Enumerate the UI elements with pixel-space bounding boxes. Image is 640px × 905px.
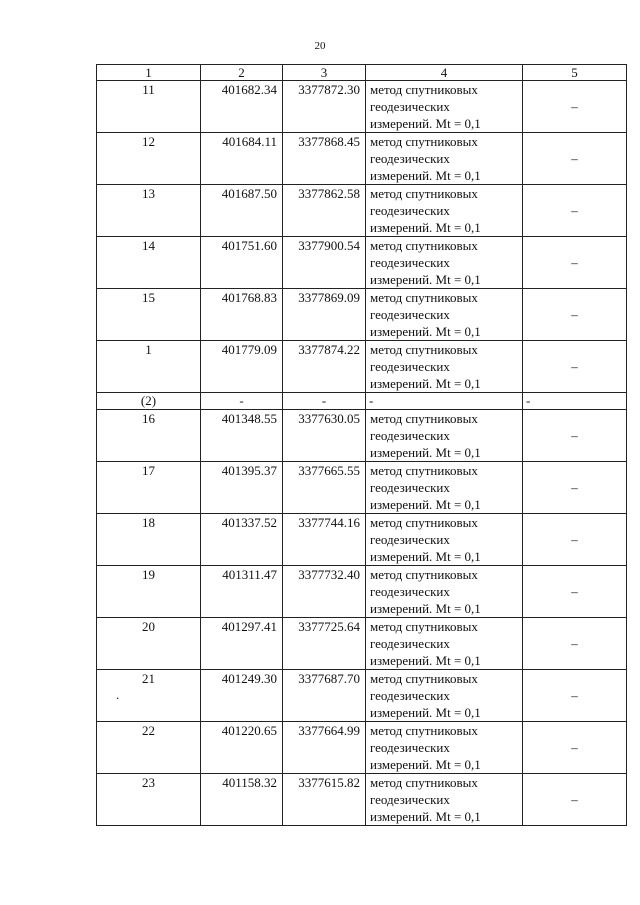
- method-cell: [366, 514, 523, 566]
- note-cell: –: [523, 514, 627, 566]
- method-line: геодезических: [370, 359, 450, 374]
- table-row: [97, 774, 627, 826]
- x-coordinate-cell: 401348.55: [201, 410, 283, 462]
- method-line: измерений. Mt = 0,1: [370, 705, 481, 720]
- x-coordinate-cell: 401684.11: [201, 133, 283, 185]
- method-cell: [366, 185, 523, 237]
- method-cell: [366, 341, 523, 393]
- table-row: [97, 133, 627, 185]
- method-line: измерений. Mt = 0,1: [370, 757, 481, 772]
- break-y-cell: -: [283, 393, 366, 410]
- note-cell: –: [523, 722, 627, 774]
- y-coordinate-cell: 3377868.45: [283, 133, 366, 185]
- method-line: измерений. Mt = 0,1: [370, 168, 481, 183]
- table-row: [97, 341, 627, 393]
- x-coordinate-cell: 401751.60: [201, 237, 283, 289]
- method-cell: [366, 566, 523, 618]
- point-number-cell: 17: [97, 462, 201, 514]
- table-row: [97, 566, 627, 618]
- method-line: метод спутниковых: [370, 775, 478, 790]
- method-cell: [366, 670, 523, 722]
- method-line: геодезических: [370, 480, 450, 495]
- method-line: метод спутниковых: [370, 515, 478, 530]
- point-number-cell: 20: [97, 618, 201, 670]
- method-line: метод спутниковых: [370, 238, 478, 253]
- note-cell: –: [523, 237, 627, 289]
- method-line: измерений. Mt = 0,1: [370, 497, 481, 512]
- table-row: [97, 462, 627, 514]
- method-line: измерений. Mt = 0,1: [370, 376, 481, 391]
- method-line: метод спутниковых: [370, 671, 478, 686]
- y-coordinate-cell: 3377664.99: [283, 722, 366, 774]
- contour-label-cell: (2): [97, 393, 201, 410]
- point-number-cell: 19: [97, 566, 201, 618]
- method-line: измерений. Mt = 0,1: [370, 324, 481, 339]
- method-cell: [366, 462, 523, 514]
- y-coordinate-cell: 3377744.16: [283, 514, 366, 566]
- method-line: геодезических: [370, 255, 450, 270]
- y-coordinate-cell: 3377615.82: [283, 774, 366, 826]
- point-number-cell: 11: [97, 81, 201, 133]
- point-number-cell: 15: [97, 289, 201, 341]
- contour-break-row: [97, 393, 627, 410]
- point-number-cell: 22: [97, 722, 201, 774]
- method-line: измерений. Mt = 0,1: [370, 601, 481, 616]
- x-coordinate-cell: 401158.32: [201, 774, 283, 826]
- x-coordinate-cell: 401297.41: [201, 618, 283, 670]
- table-row: [97, 185, 627, 237]
- y-coordinate-cell: 3377665.55: [283, 462, 366, 514]
- table-row: [97, 670, 627, 722]
- method-cell: [366, 722, 523, 774]
- method-line: геодезических: [370, 532, 450, 547]
- note-cell: –: [523, 410, 627, 462]
- header-col-2: 2: [201, 65, 283, 81]
- method-line: геодезических: [370, 688, 450, 703]
- x-coordinate-cell: 401337.52: [201, 514, 283, 566]
- point-number-cell: 12: [97, 133, 201, 185]
- method-line: метод спутниковых: [370, 619, 478, 634]
- x-coordinate-cell: 401779.09: [201, 341, 283, 393]
- x-coordinate-cell: 401220.65: [201, 722, 283, 774]
- method-cell: [366, 618, 523, 670]
- method-line: измерений. Mt = 0,1: [370, 116, 481, 131]
- method-line: метод спутниковых: [370, 186, 478, 201]
- method-line: метод спутниковых: [370, 411, 478, 426]
- note-cell: –: [523, 774, 627, 826]
- y-coordinate-cell: 3377725.64: [283, 618, 366, 670]
- point-number-cell: 21: [97, 670, 201, 722]
- method-line: измерений. Mt = 0,1: [370, 272, 481, 287]
- point-number-cell: 1: [97, 341, 201, 393]
- method-line: измерений. Mt = 0,1: [370, 220, 481, 235]
- coordinates-table: [96, 64, 627, 826]
- method-line: измерений. Mt = 0,1: [370, 653, 481, 668]
- x-coordinate-cell: 401249.30: [201, 670, 283, 722]
- method-line: геодезических: [370, 151, 450, 166]
- table-row: [97, 722, 627, 774]
- method-line: измерений. Mt = 0,1: [370, 549, 481, 564]
- method-line: измерений. Mt = 0,1: [370, 809, 481, 824]
- method-line: геодезических: [370, 428, 450, 443]
- note-cell: –: [523, 133, 627, 185]
- table-row: [97, 514, 627, 566]
- x-coordinate-cell: 401687.50: [201, 185, 283, 237]
- header-col-3: 3: [283, 65, 366, 81]
- y-coordinate-cell: 3377872.30: [283, 81, 366, 133]
- x-coordinate-cell: 401395.37: [201, 462, 283, 514]
- note-cell: –: [523, 289, 627, 341]
- point-number-cell: 23: [97, 774, 201, 826]
- y-coordinate-cell: 3377687.70: [283, 670, 366, 722]
- note-cell: –: [523, 462, 627, 514]
- point-number-cell: 18: [97, 514, 201, 566]
- note-cell: –: [523, 185, 627, 237]
- note-cell: –: [523, 341, 627, 393]
- table-row: [97, 618, 627, 670]
- header-col-5: 5: [523, 65, 627, 81]
- table-row: [97, 289, 627, 341]
- method-cell: [366, 81, 523, 133]
- method-line: метод спутниковых: [370, 342, 478, 357]
- method-line: метод спутниковых: [370, 723, 478, 738]
- x-coordinate-cell: 401768.83: [201, 289, 283, 341]
- x-coordinate-cell: 401311.47: [201, 566, 283, 618]
- method-line: метод спутниковых: [370, 290, 478, 305]
- method-line: измерений. Mt = 0,1: [370, 445, 481, 460]
- note-cell: –: [523, 81, 627, 133]
- page-number: 20: [314, 40, 326, 52]
- y-coordinate-cell: 3377869.09: [283, 289, 366, 341]
- method-line: геодезических: [370, 584, 450, 599]
- method-line: геодезических: [370, 792, 450, 807]
- method-line: геодезических: [370, 99, 450, 114]
- break-x-cell: -: [201, 393, 283, 410]
- y-coordinate-cell: 3377874.22: [283, 341, 366, 393]
- method-line: метод спутниковых: [370, 567, 478, 582]
- y-coordinate-cell: 3377900.54: [283, 237, 366, 289]
- method-line: метод спутниковых: [370, 82, 478, 97]
- method-line: геодезических: [370, 203, 450, 218]
- method-line: метод спутниковых: [370, 463, 478, 478]
- method-line: геодезических: [370, 636, 450, 651]
- method-line: метод спутниковых: [370, 134, 478, 149]
- method-line: геодезических: [370, 307, 450, 322]
- point-number-cell: 13: [97, 185, 201, 237]
- note-cell: –: [523, 670, 627, 722]
- point-number-cell: 16: [97, 410, 201, 462]
- method-cell: [366, 289, 523, 341]
- table-row: [97, 237, 627, 289]
- method-line: геодезических: [370, 740, 450, 755]
- break-note-cell: -: [523, 393, 627, 410]
- header-col-1: 1: [97, 65, 201, 81]
- stray-dot-mark: .: [116, 687, 120, 702]
- note-cell: –: [523, 618, 627, 670]
- point-number-cell: 14: [97, 237, 201, 289]
- method-cell: [366, 237, 523, 289]
- table-row: [97, 410, 627, 462]
- coordinates-table-body: [97, 65, 627, 826]
- note-cell: –: [523, 566, 627, 618]
- table-row: [97, 81, 627, 133]
- header-col-4: 4: [366, 65, 523, 81]
- method-cell: [366, 133, 523, 185]
- method-cell: [366, 410, 523, 462]
- method-cell: [366, 774, 523, 826]
- y-coordinate-cell: 3377630.05: [283, 410, 366, 462]
- x-coordinate-cell: 401682.34: [201, 81, 283, 133]
- break-method-cell: -: [366, 393, 523, 410]
- y-coordinate-cell: 3377862.58: [283, 185, 366, 237]
- y-coordinate-cell: 3377732.40: [283, 566, 366, 618]
- table-header-row: [97, 65, 627, 81]
